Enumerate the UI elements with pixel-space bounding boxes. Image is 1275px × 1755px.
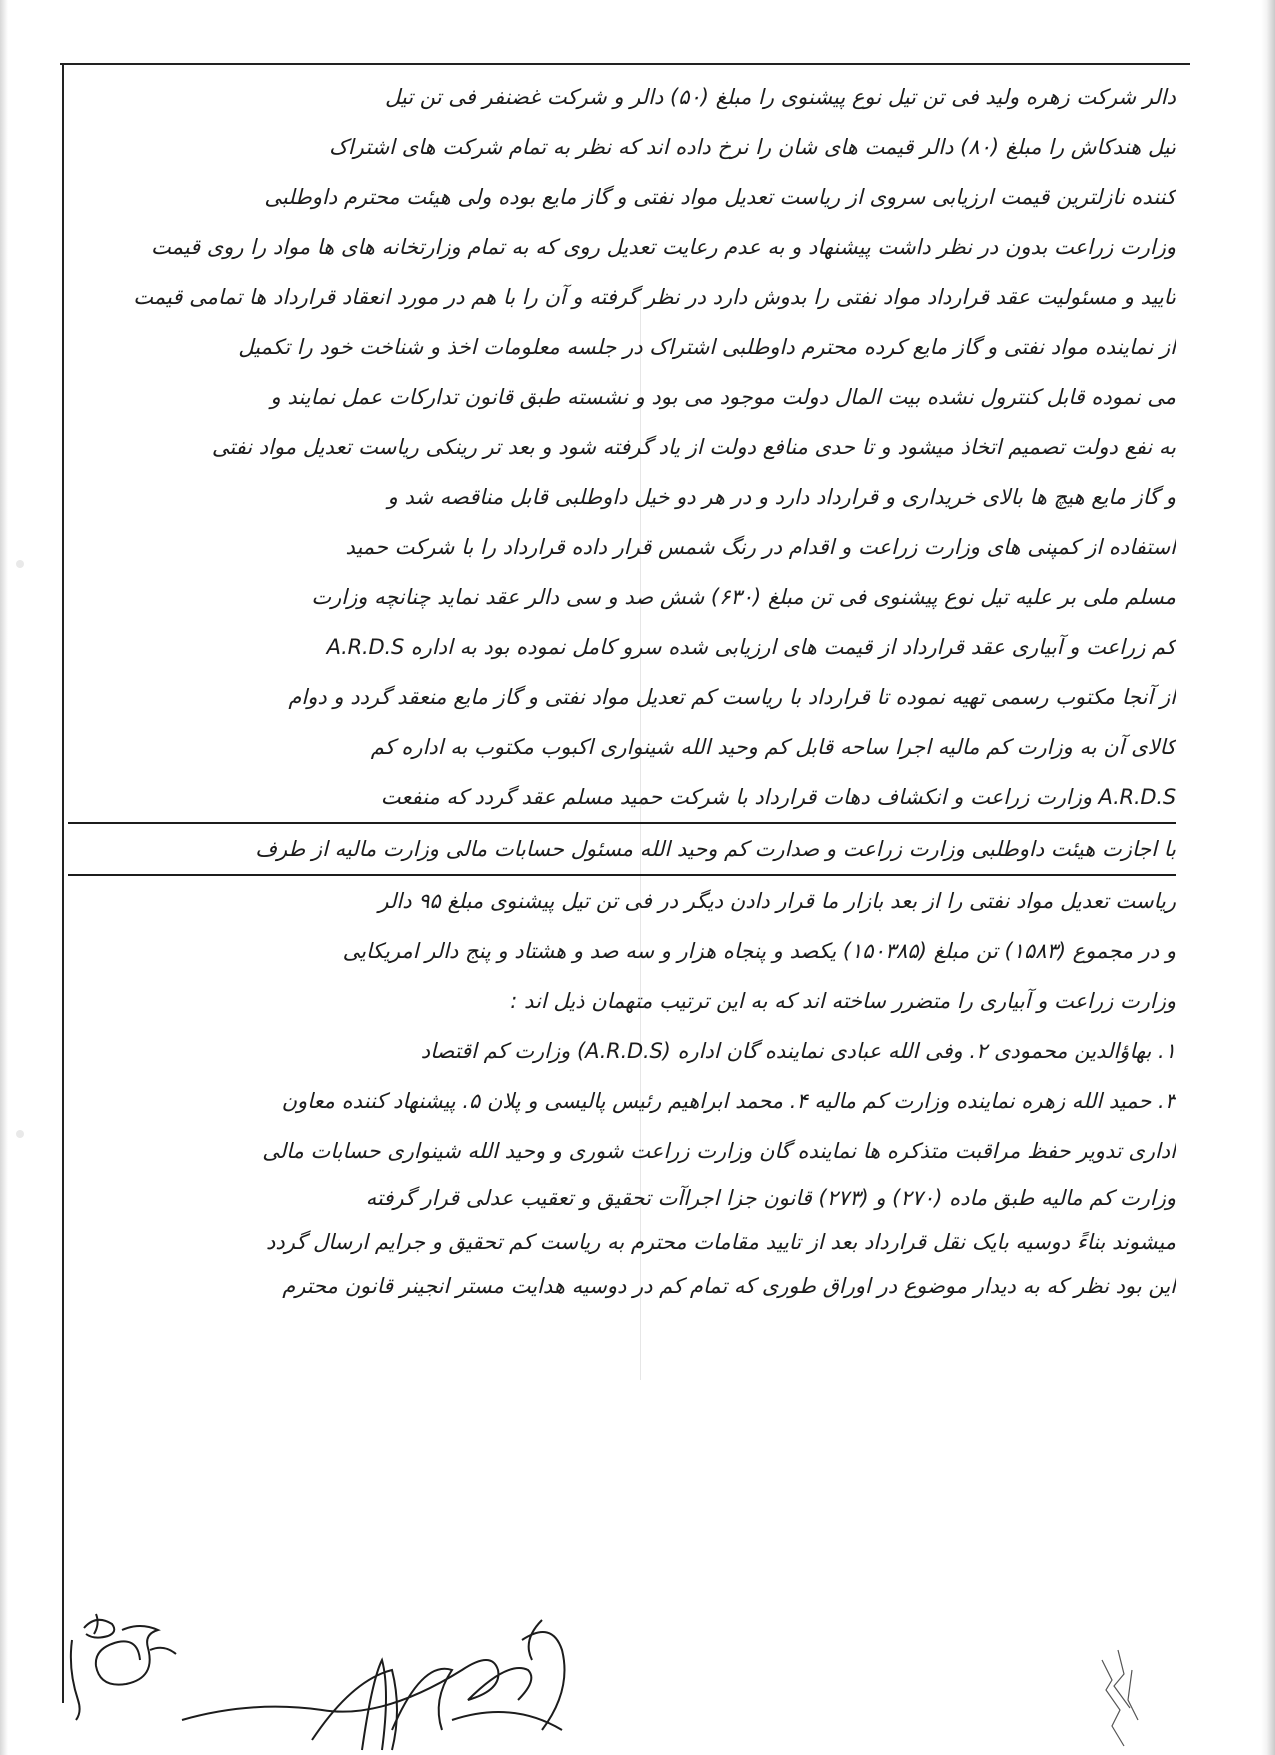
text-line-1: دالر شرکت زهره ولید فی تن تیل نوع پیشنوی را مبلغ (۵۰) دالر و شرکت غضنفر فی تن تیل xyxy=(384,85,1176,109)
text-line-19: وزارت زراعت و آبیاری را متضرر ساخته اند که به این ترتیب متهمان ذیل اند : xyxy=(510,989,1176,1013)
page-frame-top-border xyxy=(60,63,1190,65)
text-line-15: A.R.D.S وزارت زراعت و انکشاف دهات قرارداد با شرکت حمید مسلم عقد گردد که منفعت xyxy=(68,772,1176,824)
initials-signature xyxy=(71,1614,176,1720)
text-line-9: و گاز مایع هیچ ها بالای خریداری و قرارداد دارد و در هر دو خیل داوطلبی قابل مناقصه شد و xyxy=(387,485,1176,509)
text-line-21: ۳. حمید الله زهره نماینده وزارت کم مالیه ۴. محمد ابراهیم رئیس پالیسی و پلان ۵. پیشنهاد کننده معاون xyxy=(281,1089,1176,1113)
text-line-13: از آنجا مکتوب رسمی تهیه نموده تا قرارداد با ریاست کم تعدیل مواد نفتی و گاز مایع منعقد گردد و دوام xyxy=(288,685,1176,709)
scan-shadow-right xyxy=(1261,0,1275,1755)
scan-shadow-left xyxy=(0,0,8,1755)
text-line-10: استفاده از کمپنی های وزارت زراعت و اقدام در رنگ شمس قرار داده قرارداد را با شرکت حمید xyxy=(345,535,1176,559)
text-line-22: اداری تدویر حفظ مراقبت متذکره ها نماینده گان وزارت زراعت شوری و وحید الله شینواری حسابات مالی xyxy=(262,1139,1176,1163)
text-line-8: به نفع دولت تصمیم اتخاذ میشود و تا حدی منافع دولت از یاد گرفته شود و بعد تر رینکی ریاست تعدیل مواد نفتی xyxy=(211,435,1176,459)
punch-hole xyxy=(16,1130,24,1138)
punch-hole xyxy=(16,560,24,568)
text-line-25: این بود نظر که به دیدار موضوع در اوراق طوری که تمام کم در دوسیه هدایت مستر انجینر قانون محترم xyxy=(282,1274,1176,1298)
main-signature xyxy=(182,1620,565,1750)
handwritten-signatures-graphic xyxy=(62,1600,1202,1755)
text-line-18: و در مجموع (۱۵۸۳) تن مبلغ (۱۵۰۳۸۵) یکصد و پنجاه هزار و سه صد و هشتاد و پنج دالر امریکایی xyxy=(342,939,1176,963)
scratch-marks xyxy=(1102,1650,1138,1746)
signatures xyxy=(62,1600,1202,1755)
text-line-6: از نماینده مواد نفتی و گاز مایع کرده محترم داوطلبی اشتراک در جلسه معلومات اخذ و شناخت خود را تکمیل xyxy=(238,335,1176,359)
text-line-16: با اجازت هیئت داوطلبی وزارت زراعت و صدارت کم وحید الله مسئول حسابات مالی وزارت مالیه از طرف xyxy=(68,824,1176,876)
text-line-2: تیل هندکاش را مبلغ (۸۰) دالر قیمت های شان را نرخ داده اند که نظر به تمام شرکت های اشتراک xyxy=(329,135,1176,159)
text-line-4: وزارت زراعت بدون در نظر داشت پیشنهاد و به عدم رعایت تعدیل روی که به تمام وزارتخانه های ها مواد را روی قیمت xyxy=(150,235,1176,259)
text-line-5: تایید و مسئولیت عقد قرارداد مواد نفتی را بدوش دارد در نظر گرفته و آن را با هم در مورد انعقاد قرارداد ها تمامی قیمت xyxy=(133,285,1176,309)
handwritten-body xyxy=(68,72,1176,1308)
text-line-14: کالای آن به وزارت کم مالیه اجرا ساحه قابل کم وحید الله شینواری اکبوب مکتوب به اداره کم xyxy=(370,735,1176,759)
text-line-3: کننده نازلترین قیمت ارزیابی سروی از ریاست تعدیل مواد نفتی و گاز مایع بوده ولی هیئت محترم داوطلبی xyxy=(264,185,1176,209)
text-line-24: میشوند بناءً دوسیه بایک نقل قرارداد بعد از تایید مقامات محترم به ریاست کم تحقیق و جرایم ارسال گردد xyxy=(266,1230,1176,1254)
page-frame-left-border xyxy=(62,63,64,1703)
text-line-23: وزارت کم مالیه طبق ماده (۲۷۰) و (۲۷۳) قانون جزا اجراآت تحقیق و تعقیب عدلی قرار گرفته xyxy=(365,1186,1176,1210)
text-line-11: مسلم ملی بر علیه تیل نوع پیشنوی فی تن مبلغ (۶۳۰) شش صد و سی دالر عقد نماید چنانچه وزارت xyxy=(311,585,1176,609)
text-line-17: ریاست تعدیل مواد نفتی را از بعد بازار ما قرار دادن دیگر در فی تن تیل پیشنوی مبلغ ۹۵ دالر xyxy=(378,889,1176,913)
text-line-7: می نموده قابل کنترول نشده بیت المال دولت موجود می بود و نشسته طبق قانون تدارکات عمل نمایند و xyxy=(270,385,1176,409)
text-line-12: کم زراعت و آبیاری عقد قرارداد از قیمت های ارزیابی شده سرو کامل نموده بود به اداره A.R.D.S xyxy=(326,635,1176,659)
text-line-20: ۱. بهاؤالدین محمودی ۲. وفی الله عبادی نماینده گان اداره (A.R.D.S) وزارت کم اقتصاد xyxy=(420,1039,1176,1063)
